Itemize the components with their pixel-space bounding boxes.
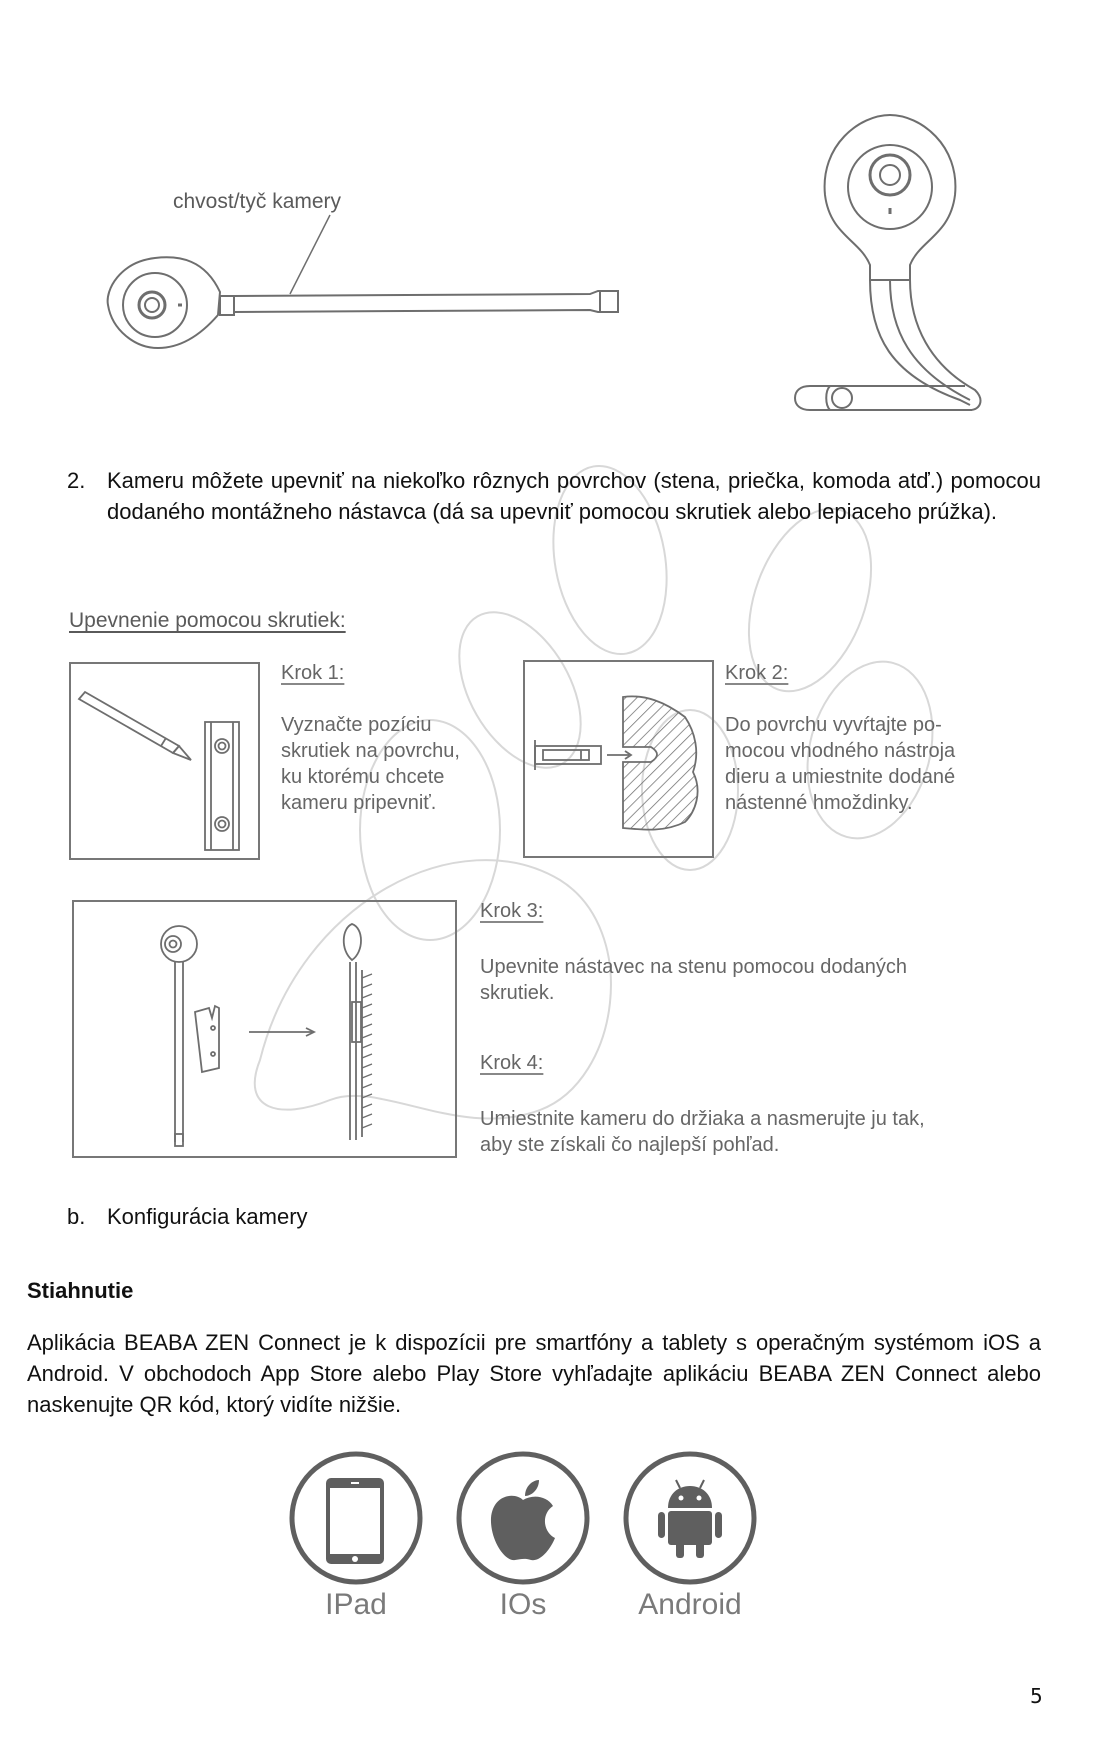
list-number-2: 2. xyxy=(67,468,86,493)
camera-bent-illustration xyxy=(790,95,990,425)
step-2-illustration xyxy=(523,660,714,858)
platform-label-ipad: IPad xyxy=(325,1588,387,1621)
platform-ios xyxy=(455,1450,591,1586)
step-4-heading: Krok 4: xyxy=(480,1052,544,1074)
callout-label: chvost/tyč kamery xyxy=(173,190,342,213)
step-3-text: Upevnite nástavec na stenu pomocou dodaných skrutiek. xyxy=(480,956,907,1004)
camera-holder-drawing xyxy=(74,902,455,1156)
mounting-title: Upevnenie pomocou skrutiek: xyxy=(69,609,346,632)
step-1-heading: Krok 1: xyxy=(281,662,345,684)
step-1-text: Vyznačte pozíciu skrutiek na povrchu, ku ktorému chcete kameru pripevniť. xyxy=(281,714,460,814)
download-heading: Stiahnutie xyxy=(27,1278,134,1303)
step-3-heading: Krok 3: xyxy=(480,900,544,922)
platform-label-android: Android xyxy=(638,1588,742,1621)
step-1-illustration xyxy=(69,662,260,860)
download-text: Aplikácia BEABA ZEN Connect je k dispozícii pre smartfóny a tablety s operačným systémom iOS a Android. V obchodoch App Store alebo Play Store vyhľadajte aplikáciu BEABA ZEN Connect alebo naskenujte QR kód, ktorý vidíte nižšie. xyxy=(27,1330,1041,1417)
apple-icon xyxy=(455,1450,591,1586)
platform-label-ios: IOs xyxy=(499,1588,547,1621)
pencil-bracket-drawing xyxy=(71,664,258,858)
step-2-heading: Krok 2: xyxy=(725,662,789,684)
step-3-illustration xyxy=(72,900,457,1158)
item-b-text: Konfigurácia kamery xyxy=(107,1204,308,1229)
item-2-text: Kameru môžete upevniť na niekoľko rôznych povrchov (stena, priečka, komoda atď.) pomocou dodaného montážneho nástavca (dá sa upevniť pomocou skrutiek alebo lepiaceho prúžka). xyxy=(107,468,1041,524)
android-icon xyxy=(622,1450,758,1586)
step-4-text: Umiestnite kameru do držiaka a nasmerujte ju tak, aby ste získali čo najlepší pohľad. xyxy=(480,1108,925,1156)
wall-plug-drawing xyxy=(525,662,712,856)
platform-ipad xyxy=(288,1450,424,1586)
page-number: 5 xyxy=(1030,1684,1043,1708)
tablet-icon xyxy=(288,1450,424,1586)
step-2-text: Do povrchu vyvŕtajte po-mocou vhodného nástroja dieru a umiestnite dodané nástenné hmoždinky. xyxy=(725,714,956,814)
list-letter-b: b. xyxy=(67,1204,86,1229)
platform-android xyxy=(622,1450,758,1586)
